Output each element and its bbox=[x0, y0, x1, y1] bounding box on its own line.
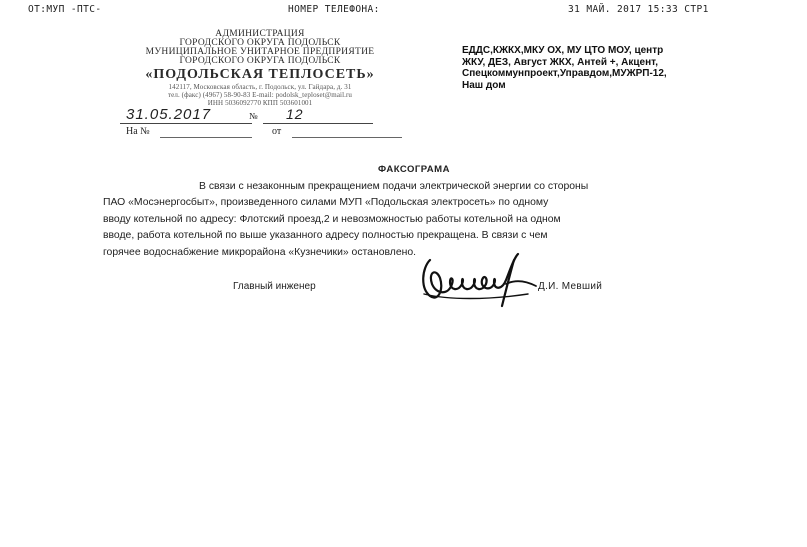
organization-name: «ПОДОЛЬСКАЯ ТЕПЛОСЕТЬ» bbox=[145, 67, 375, 82]
document-body bbox=[103, 179, 748, 261]
recipients-block bbox=[462, 45, 762, 91]
fax-sender: ОТ:МУП -ПТС- bbox=[28, 4, 102, 15]
letterhead bbox=[104, 30, 416, 107]
registration-number: 12 bbox=[286, 106, 304, 122]
body-line: В связи с незаконным прекращением подачи электрической энергии со стороны bbox=[199, 181, 589, 192]
organization-ids: ИНН 5036092770 КПП 503601001 bbox=[207, 99, 313, 107]
fax-transmission-header bbox=[0, 4, 807, 18]
body-line: горячее водоснабжение микрорайона «Кузнечики» остановлено. bbox=[103, 246, 416, 258]
fax-phone-label: НОМЕР ТЕЛЕФОНА: bbox=[288, 4, 380, 15]
reference-date-blank bbox=[292, 137, 402, 138]
recipient-line: ЖКУ, ДЕЗ, Август ЖКХ, Антей +, Акцент, bbox=[462, 56, 659, 68]
letterhead-line: АДМИНИСТРАЦИЯ bbox=[215, 29, 305, 39]
reference-ot: от bbox=[272, 126, 282, 137]
recipient-line: Наш дом bbox=[462, 79, 506, 91]
letterhead-line: МУНИЦИПАЛЬНОЕ УНИТАРНОЕ ПРЕДПРИЯТИЕ bbox=[145, 47, 375, 57]
reference-row bbox=[126, 124, 416, 140]
organization-contacts: тел. (факс) (4967) 58-90-83 E-mail: podolsk_teploset@mail.ru bbox=[167, 91, 353, 99]
organization-address: 142117, Московская область, г. Подольск, ул. Гайдара, д. 31 bbox=[168, 83, 352, 91]
recipient-line: ЕДДС,КЖКХ,МКУ ОХ, МУ ЦТО МОУ, центр bbox=[462, 45, 664, 56]
signatory-title: Главный инженер bbox=[233, 281, 316, 292]
fax-datetime-page: 31 МАЙ. 2017 15:33 СТР1 bbox=[568, 4, 709, 15]
body-line: вводе, работа котельной по выше указанного адресу полностью прекращена. В связи с чем bbox=[103, 230, 548, 242]
reference-prefix: На № bbox=[126, 126, 150, 137]
registration-row bbox=[118, 106, 378, 124]
handwritten-signature bbox=[418, 250, 540, 312]
body-line: ПАО «Мосэнергосбыт», произведенного силами МУП «Подольская электросеть» по одному bbox=[103, 197, 549, 209]
number-sign: № bbox=[249, 111, 258, 121]
letterhead-line: ГОРОДСКОГО ОКРУГА ПОДОЛЬСК bbox=[179, 56, 341, 66]
recipient-line: Спецкоммунпроект,Управдом,МУЖРП-12, bbox=[462, 68, 667, 79]
body-line: вводу котельной по адресу: Флотский проезд,2 и невозможностью работы котельной на одном bbox=[103, 213, 561, 225]
registration-date: 31.05.2017 bbox=[126, 106, 212, 123]
letterhead-line: ГОРОДСКОГО ОКРУГА ПОДОЛЬСК bbox=[179, 38, 341, 48]
document-title: ФАКСОГРАМА bbox=[378, 164, 450, 175]
signatory-name: Д.И. Мевший bbox=[538, 281, 603, 292]
reference-number-blank bbox=[160, 137, 252, 138]
